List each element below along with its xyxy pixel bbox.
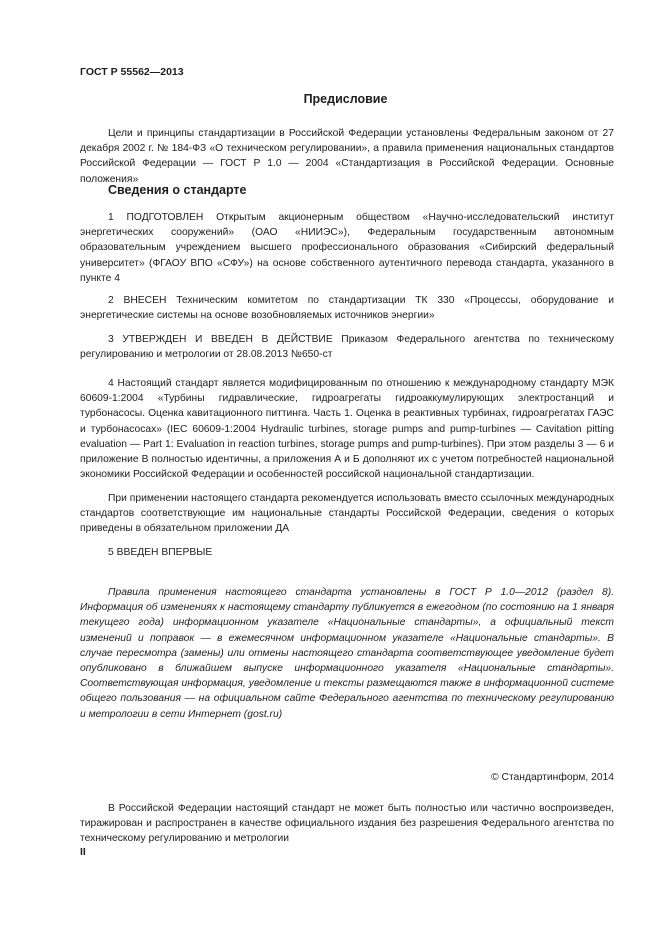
info-item-2: 2 ВНЕСЕН Техническим комитетом по стандартизации ТК 330 «Процессы, оборудование и энергетические системы на основе возобновляемых источников энергии» xyxy=(80,295,614,322)
foreword-title: Предисловие xyxy=(303,92,388,106)
info-item-4: 4 Настоящий стандарт является модифицированным по отношению к международному стандарту МЭК 60609-1:2004 «Турбины гидравлические, гидроагрегаты гидроаккумулирующих электростанций и турбонасосы. Оценка кавитационного питтинга. Часть 1. Оценка в реактивных турбинах, гидроагрегатах ГАЭС и турбонасосах» (IEC 60609-1:2004 Hydraulic turbines, storage pumps and pump-turbines — Cavitation pitting evaluation — Part 1: Evaluation in reaction turbines, storage pumps and pump-turbines). При этом разделы 3 — 6 и приложение В полностью идентичны, а приложения А и Б дополняют их с учетом потребностей национальной экономики Российской Федерации и особенностей российской национальной стандартизации. xyxy=(80,378,614,481)
info-title: Сведения о стандарте xyxy=(108,183,247,197)
application-notice: Правила применения настоящего стандарта установлены в ГОСТ Р 1.0—2012 (раздел 8). Информация об изменениях к настоящему стандарту публикуется в ежегодном (по состоянию на 1 января текущего года) информационном указателе «Национальные стандарты», а официальный текст изменений и поправок — в ежемесячном информационном указателе «Национальные стандарты». В случае пересмотра (замены) или отмены настоящего стандарта соответствующее уведомление будет опубликовано в ближайшем выпуске информационного указателя «Национальные стандарты». Соответствующая информация, уведомление и тексты размещаются также в информационной системе общего пользования — на официальном сайте Федерального агентства по техническому регулированию и метрологии в сети Интернет (gost.ru) xyxy=(80,587,614,720)
info-item-reference-note: При применении настоящего стандарта рекомендуется использовать вместо ссылочных международных стандартов соответствующие им национальные стандарты Российской Федерации, сведения о которых приведены в обязательном приложении ДА xyxy=(80,493,614,535)
standard-id-header: ГОСТ Р 55562—2013 xyxy=(80,66,184,78)
info-item-1: 1 ПОДГОТОВЛЕН Открытым акционерным обществом «Научно-исследовательский институт энергетических сооружений» (ОАО «НИИЭС»), Федеральным государственным автономным образовательным учреждением высшего профессионального образования «Сибирский федеральный университет» (ФГАОУ ВПО «СФУ») на основе собственного аутентичного перевода стандарта, указанного в пункте 4 xyxy=(80,212,614,284)
foreword-intro: Цели и принципы стандартизации в Российской Федерации установлены Федеральным законом от 27 декабря 2002 г. № 184-ФЗ «О техническом регулировании», а правила применения национальных стандартов Российской Федерации — ГОСТ Р 1.0 — 2004 «Стандартизация в Российской Федерации. Основные положения» xyxy=(80,128,614,185)
reproduction-rights: В Российской Федерации настоящий стандарт не может быть полностью или частично воспроизведен, тиражирован и распространен в качестве официального издания без разрешения Федерального агентства по техническому регулированию и метрологии xyxy=(80,803,614,845)
page-number: II xyxy=(80,846,86,858)
info-item-3: 3 УТВЕРЖДЕН И ВВЕДЕН В ДЕЙСТВИЕ Приказом Федерального агентства по техническому регулированию и метрологии от 28.08.2013 №650-ст xyxy=(80,334,614,361)
copyright: © Стандартинформ, 2014 xyxy=(491,772,614,783)
info-item-5: 5 ВВЕДЕН ВПЕРВЫЕ xyxy=(108,547,213,558)
